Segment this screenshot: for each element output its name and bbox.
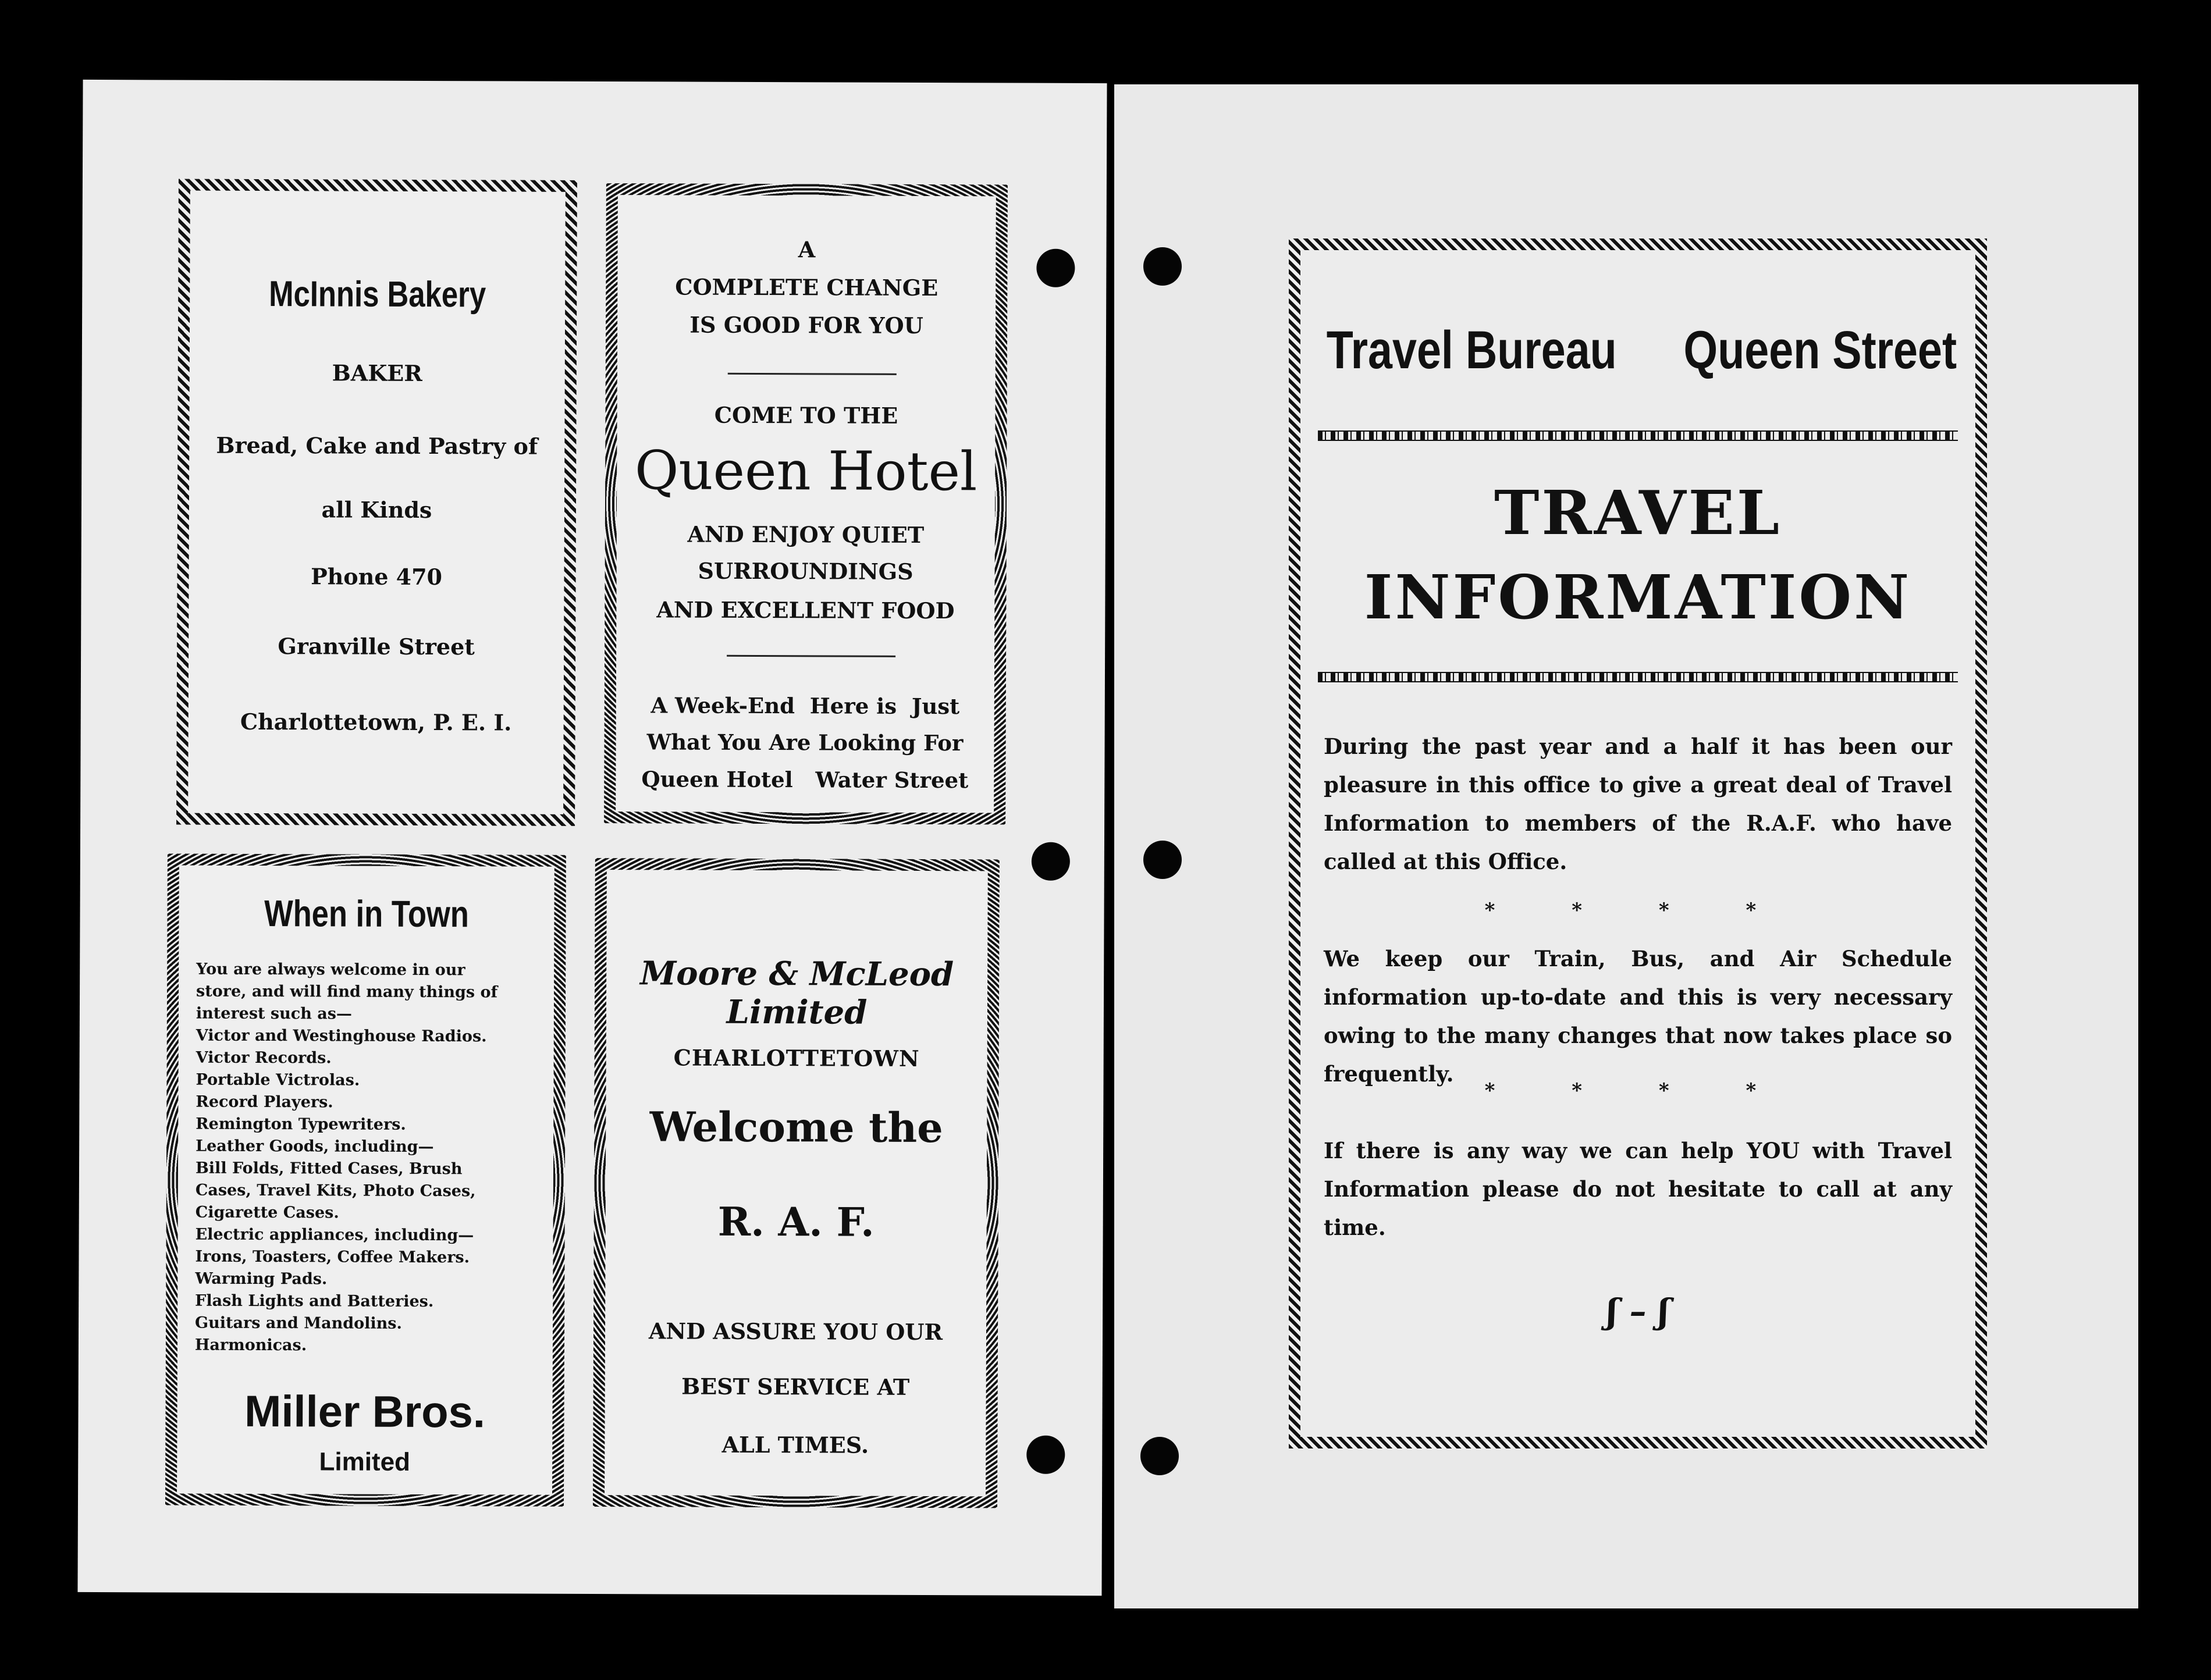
paragraph-3: If there is any way we can help YOU with Travel Information please do not hesitate to call at any time. — [1324, 1138, 1952, 1240]
ad-title: Welcome the — [649, 1102, 943, 1152]
list-item: Harmonicas. — [194, 1336, 307, 1355]
ad-line: BEST SERVICE AT — [681, 1373, 910, 1400]
ad-line: AND ENJOY QUIET — [687, 521, 925, 548]
list-item: Electric appliances, including— — [195, 1225, 474, 1245]
travel-info-panel — [1289, 239, 1987, 1448]
list-item: Guitars and Mandolins. — [195, 1314, 402, 1333]
ad-line: IS GOOD FOR YOU — [689, 311, 923, 339]
ad-phone: Phone 470 — [311, 563, 443, 590]
binder-hole — [1036, 249, 1075, 287]
divider — [728, 373, 897, 375]
separator-stars: * * * * — [1484, 899, 1791, 922]
ad-line: BAKER — [332, 360, 422, 386]
list-item: Victor and Westinghouse Radios. — [195, 1026, 487, 1046]
binder-hole — [1143, 247, 1182, 286]
list-item: Portable Victrolas. — [195, 1070, 360, 1090]
list-item: Cigarette Cases. — [195, 1203, 339, 1222]
ad-title: R. A. F. — [717, 1198, 875, 1246]
list-item: Bill Folds, Fitted Cases, Brush — [195, 1159, 463, 1179]
binder-hole — [1032, 842, 1070, 881]
ad-line: What You Are Looking For — [646, 729, 964, 756]
queen-hotel-ad — [604, 183, 1008, 824]
ad-line: A — [798, 236, 816, 263]
intro-line: store, and will find many things of — [196, 982, 498, 1002]
ad-line: AND EXCELLENT FOOD — [656, 596, 955, 624]
miller-list — [195, 959, 542, 1358]
ad-line: AND ASSURE YOU OUR — [648, 1318, 943, 1346]
list-item: Irons, Toasters, Coffee Makers. — [195, 1247, 470, 1267]
ornamental-divider — [1318, 430, 1958, 441]
list-item: Remington Typewriters. — [195, 1115, 406, 1134]
moore-mcleod-ad — [593, 858, 1000, 1508]
right-page — [1114, 84, 2138, 1608]
ad-title: McInnis Bakery — [269, 274, 486, 315]
ad-city: Charlottetown, P. E. I. — [240, 708, 512, 736]
signature-mark: ʃ – ʃ — [1606, 1291, 1669, 1331]
ad-street: Granville Street — [278, 633, 475, 660]
binder-hole — [1140, 1437, 1179, 1475]
ad-line: CHARLOTTETOWN — [673, 1044, 920, 1072]
binder-hole — [1143, 841, 1182, 879]
ad-line: ALL TIMES. — [721, 1431, 869, 1458]
list-item: Record Players. — [195, 1092, 333, 1112]
header-left: Travel Bureau — [1326, 321, 1617, 380]
ad-line: Bread, Cake and Pastry of — [216, 432, 538, 460]
ad-line: all Kinds — [321, 496, 432, 524]
ad-title: Queen Hotel — [634, 439, 977, 503]
ornamental-divider — [1318, 672, 1958, 682]
header-right: Queen Street — [1683, 321, 1957, 380]
ad-line: COMPLETE CHANGE — [675, 273, 939, 301]
company-name: Miller Bros. — [244, 1386, 486, 1437]
intro-line: You are always welcome in our — [196, 960, 465, 980]
binder-hole — [1026, 1436, 1065, 1474]
list-item: Warming Pads. — [195, 1269, 328, 1289]
list-item: Leather Goods, including— — [195, 1137, 434, 1156]
list-item: Cases, Travel Kits, Photo Cases, — [195, 1181, 476, 1201]
list-item: Flash Lights and Batteries. — [195, 1291, 434, 1311]
separator-stars: * * * * — [1484, 1079, 1791, 1102]
ad-line: Queen Hotel Water Street — [641, 766, 969, 793]
company-suffix: Limited — [319, 1447, 411, 1476]
ad-line: COME TO THE — [714, 401, 898, 429]
ad-title: When in Town — [264, 892, 470, 935]
intro-line: interest such as— — [195, 1004, 353, 1023]
paragraph-1: During the past year and a half it has been our pleasure in this office to give a great deal of Travel Information to members of the R.A.F. who have called at this Office. — [1324, 734, 1952, 874]
ad-line: A Week-End Here is Just — [650, 692, 960, 720]
title-line-1: TRAVEL — [1494, 477, 1782, 549]
list-item: Victor Records. — [195, 1048, 332, 1067]
paragraph-2: We keep our Train, Bus, and Air Schedule information up-to-date and this is very necessary owing to the many changes that now takes place so frequently. — [1324, 946, 1952, 1087]
miller-bros-ad — [165, 853, 566, 1506]
divider — [727, 655, 895, 657]
left-page — [77, 80, 1107, 1596]
moore-mcleod-logo: Moore & McLeod Limited — [640, 954, 954, 1032]
ad-line: SURROUNDINGS — [698, 557, 913, 585]
mcinnis-bakery-ad — [176, 179, 577, 826]
title-line-2: INFORMATION — [1364, 561, 1912, 633]
